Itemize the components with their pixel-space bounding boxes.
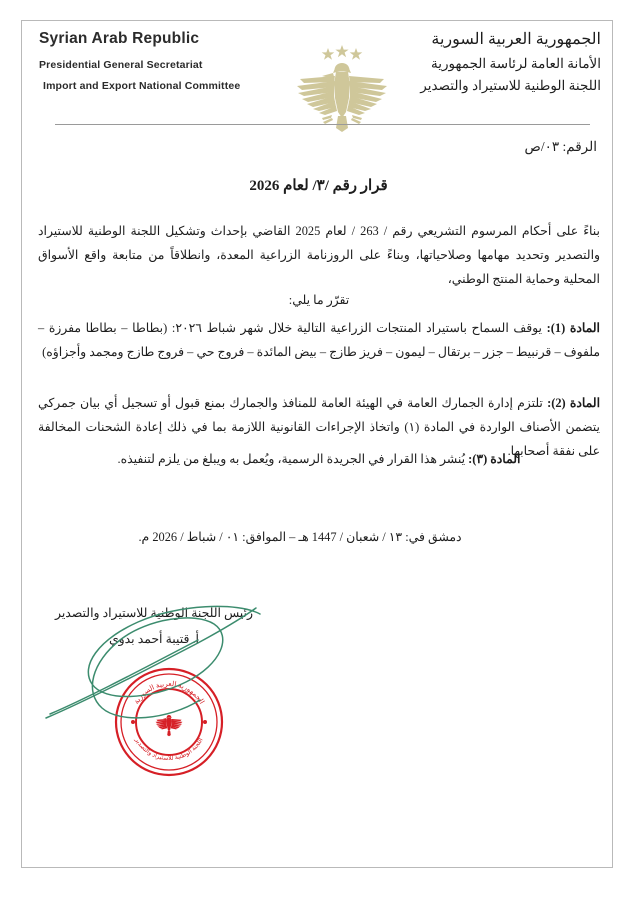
preamble-paragraph: بناءً على أحكام المرسوم التشريعي رقم / 263 / لعام 2025 القاضي بإحداث وتشكيل اللجنة الوطنية للاستيراد والتصدير وتحديد مهامها وصلاحياتها، وبناءً على الروزنامة الزراعية المعدة، وانطلاقاً من متابعة واقع الأسواق المحلية وحماية المنتج الوطني، (38, 224, 600, 287)
header-english-line-1: Syrian Arab Republic (39, 30, 200, 47)
page-title: قرار رقم /٣/ لعام 2026 (249, 178, 388, 194)
article-2-text: تلتزم إدارة الجمارك العامة في الهيئة العامة للمنافذ والجمارك بمنع قبول أو تسجيل أي بيان جمركي يتضمن الأصناف الواردة في المادة (١) واتخاذ الإجراءات القانونية اللازمة بما في ذلك إعادة الشحنات المخالفة على نفقة أصحابها. (38, 396, 600, 459)
issue-date-line: دمشق في: ١٣ / شعبان / 1447 هـ – الموافق: ٠١ / شباط / 2026 م. (138, 530, 462, 544)
header-english-block (39, 30, 289, 101)
header-english-line-3: Import and Export National Committee (43, 80, 241, 92)
article-1 (38, 316, 600, 364)
document-number: الرقم: ٠٣/ص (524, 139, 597, 154)
article-3 (38, 447, 600, 471)
article-1-text: يوقف السماح باستيراد المنتجات الزراعية التالية خلال شهر شباط ٢٠٢٦: (بطاطا – بطاطا مفرزة – ملفوف – قرنبيط – جزر – برتقال – ليمون – فريز طازج – بيض المائدة – فروج حي – فروج طازج ومجمد وأجزاؤه) (38, 321, 600, 360)
header-arabic-line-1: الجمهورية العربية السورية (431, 31, 601, 48)
svg-text:اللجنة الوطنية للاستيراد والتص: اللجنة الوطنية للاستيراد والتصدير (133, 736, 205, 763)
article-1-label: المادة (1): (546, 321, 601, 335)
signatory-title: رئيس اللجنة الوطنية للاستيراد والتصدير (55, 606, 253, 620)
header-arabic-block (351, 29, 601, 100)
header-arabic-line-3: اللجنة الوطنية للاستيراد والتصدير (420, 78, 601, 93)
header-english-line-2: Presidential General Secretariat (39, 59, 203, 71)
article-3-text: يُنشر هذا القرار في الجريدة الرسمية، ويُعمل به ويبلغ من يلزم لتنفيذه. (117, 452, 466, 466)
header-divider (55, 124, 590, 125)
decree-lead-text: تقرّر ما يلي: (288, 293, 350, 307)
article-2-label: المادة (2): (547, 396, 601, 410)
svg-text:الجمهورية العربية السورية: الجمهورية العربية السورية (132, 679, 206, 706)
signatory-name: أ. قتيبة أحمد بدوي (108, 632, 200, 647)
document-header (21, 22, 613, 122)
signature-block (34, 600, 274, 652)
header-arabic-line-2: الأمانة العامة لرئاسة الجمهورية (431, 56, 601, 71)
official-round-stamp-icon (113, 666, 225, 778)
article-3-label: المادة (٣): (468, 452, 521, 466)
